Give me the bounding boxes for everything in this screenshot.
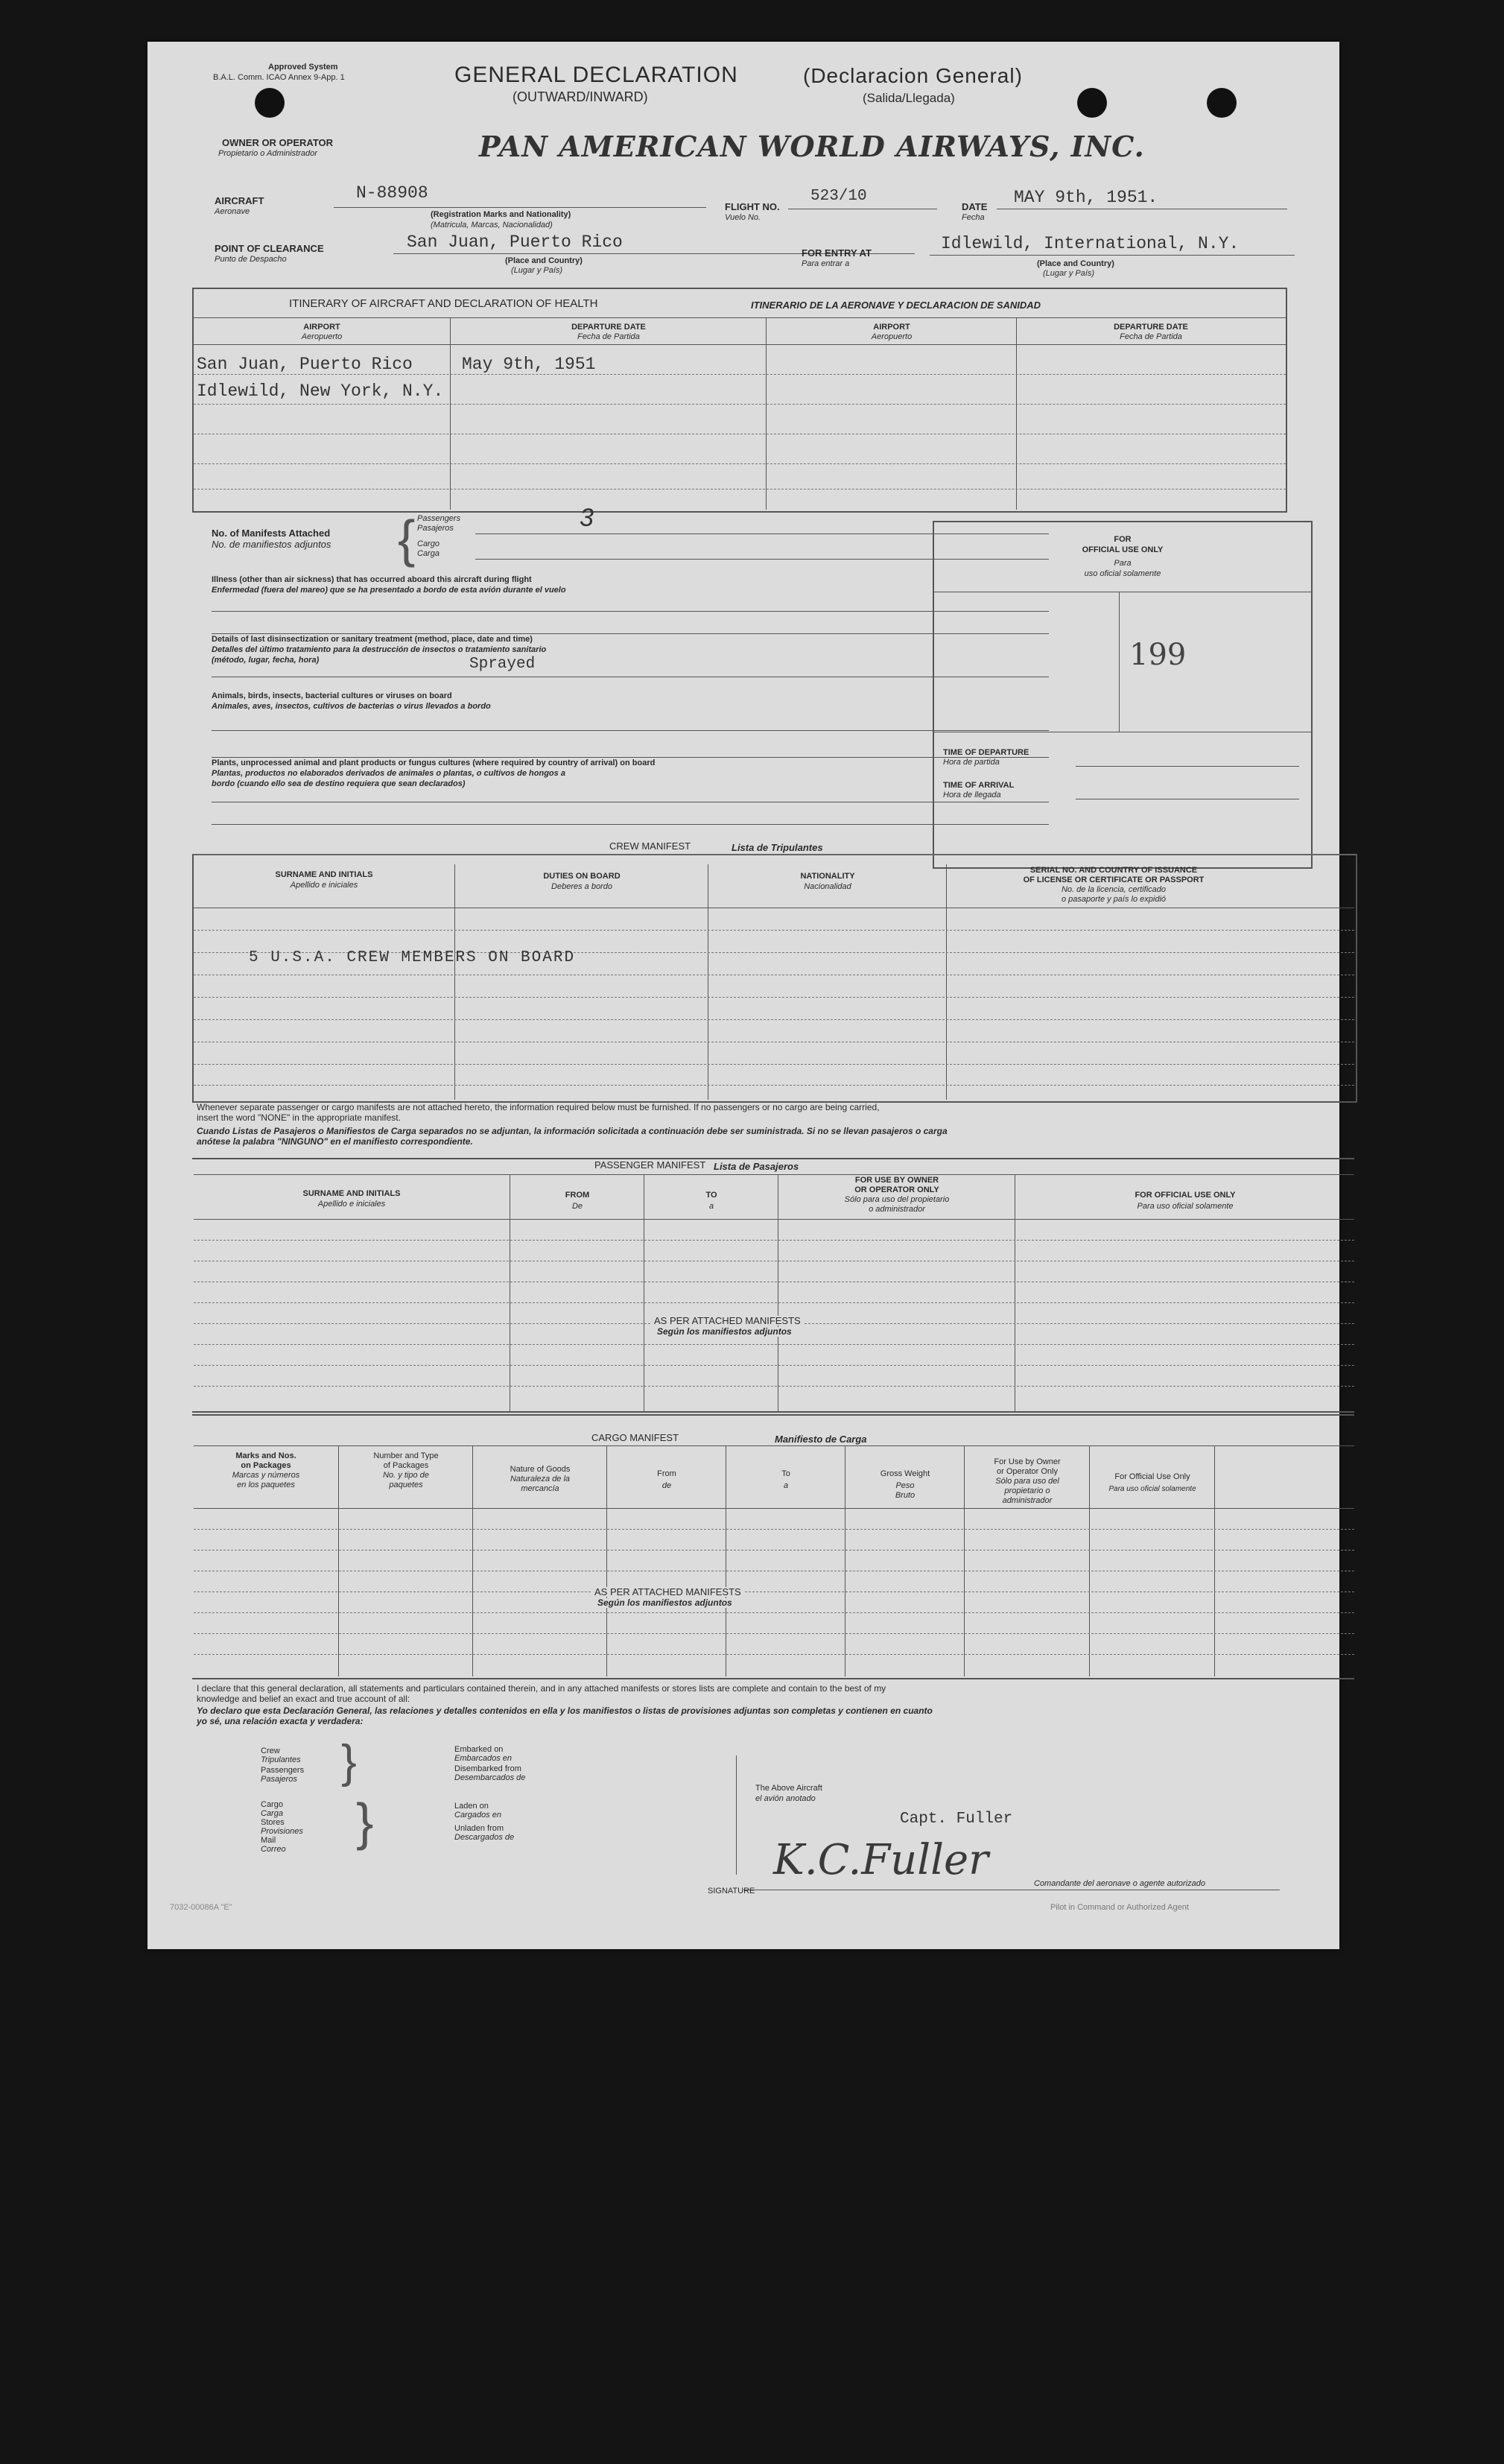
cargo-col-number-1: Number and Type	[373, 1451, 439, 1460]
pass-col-to-es: a	[708, 1202, 714, 1211]
cargo-heading: CARGO MANIFEST	[591, 1432, 679, 1443]
crew-col-serial-3: No. de la licencia, certificado	[1061, 885, 1166, 894]
flight-label-es: Vuelo No.	[725, 213, 761, 222]
official-heading-4: uso oficial solamente	[1084, 569, 1161, 578]
cargo-col-owner-3: Sólo para uso del	[995, 1477, 1059, 1486]
cargo-col-weight-es-1: Peso	[895, 1481, 915, 1490]
pass-col-official: FOR OFFICIAL USE ONLY	[1135, 1191, 1236, 1200]
decl-pass: Passengers	[261, 1766, 305, 1775]
crew-entry: 5 U.S.A. CREW MEMBERS ON BOARD	[249, 949, 576, 966]
cargo-col-nature-3: mercancía	[521, 1484, 559, 1493]
details-label: Details of last disinsectization or sanitary treatment (method, place, date and time)	[212, 635, 533, 644]
time-departure-label: TIME OF DEPARTURE	[943, 748, 1029, 757]
cargo-col-number-2: of Packages	[383, 1461, 429, 1470]
decl-crew-es: Tripulantes	[261, 1755, 301, 1764]
time-departure-label-es: Hora de partida	[943, 758, 1000, 767]
cargo-label-es: Carga	[417, 549, 440, 558]
decl-pass-es: Pasajeros	[261, 1775, 297, 1784]
decl-cargo-es: Carga	[261, 1809, 283, 1818]
col-departure-2: DEPARTURE DATE	[1114, 323, 1188, 332]
commander-label-es: Comandante del aeronave o agente autorizado	[1034, 1879, 1205, 1888]
punch-hole	[1207, 88, 1237, 118]
animals-label-es: Animales, aves, insectos, cultivos de bacterias o virus llevados a bordo	[212, 702, 491, 711]
official-heading-3: Para	[1114, 559, 1132, 568]
declaration-line-1: I declare that this general declaration, all statements and particulars contained therein, and in any attached manifests or stores lists are complete and contain to the best of my	[197, 1683, 886, 1694]
notice-line-1: Whenever separate passenger or cargo manifests are not attached hereto, the information required below must be furnished. If no passengers or no cargo are being carried,	[197, 1102, 880, 1112]
official-heading-2: OFFICIAL USE ONLY	[1082, 545, 1164, 554]
declaration-sheet: Approved System B.A.L. Comm. ICAO Annex 9-App. 1 GENERAL DECLARATION (Declaracion General) (OUTWARD/INWARD) (Salida/Llegada) OWNER OR OPERATOR Propietario o Administrador PAN AMERICAN WORLD AIRWAYS, INC. AIRCRAFT Aeronave N-88908 (Registration Marks and Nationality) (Matricula, Marcas, Nacionalidad) FLIGHT NO. Vuelo No. 523/10 DATE Fecha MAY 9th, 1951. POINT OF CLEARANCE Punto de Despacho San Juan, Puerto Rico (Place and Country) (Lugar y País) FOR ENTRY AT Para entrar a Idlewild, International, N.Y. (Place and Country) (Lugar y País) ITINERARY OF AIRCRAFT AND DECLARATION OF HEALTH ITINERARIO DE LA AERONAVE Y DECLARACION DE SANIDAD AIRPORT Aeropuerto DEPARTURE DATE Fecha de Partida AIRPORT Aeropuerto DEPARTURE DATE Fecha de Partida San Juan, Puerto Rico May 9th, 1951 Idlewild, New York, N.Y. No. of Manifests Attached No. de manifiestos adjuntos { Passengers Pasajeros Cargo Carga 3 Illness (other than air sickness) that has occurred aboard this aircraft during flight Enfermedad (fuera del mareo) que se ha presentado a bordo de esta avión durante el vuelo Details of last disinsectization or sanitary treatment (method, place, date and time) Detalles del último tratamiento para la destrucción de insectos o tratamiento sanitario (método, lugar, fecha, hora) Sprayed Animals, birds, insects, bacterial cultures or viruses on board Animales, aves, insectos, cultivos de bacterias o virus llevados a bordo Plants, unprocessed animal and plant products or fungus cultures (where required by country of arrival) on board Plantas, productos no elaborados derivados de animales o plantas, o cultivos de hongos a bordo (cuando ello sea de destino requiera que sean declarados) FOR OFFICIAL USE ONLY Para uso oficial solamente 199 TIME OF DEPARTURE Hora de partida TIME OF ARRIVAL Hora de llegada CREW MANIFEST Lista de Tripulantes SURNAME AND INITIALS Apellido e iniciales DUTIES ON BOARD Deberes a bordo NATIONALITY Nacionalidad SERIAL NO. AND COUNTRY OF ISSUANCE OF LICENSE OR CERTIFICATE OR PASSPORT No. de la licencia, certificado o pasaporte y país lo expidió 5 U.S.A. CREW MEMBERS ON BOARD Whenever separate passenger or cargo manifests are not attached hereto, the information required below must be furnished. If no passengers or no cargo are being carried, insert the word "NONE" in the appropriate manifest. Cuando Listas de Pasajeros o Manifiestos de Carga separados no se adjuntan, la información solicitada a continuación debe ser suministrada. Si no se llevan pasajeros o carga anótese la palabra "NINGUNO" en el manifiesto correspondiente. PASSENGER MANIFEST Lista de Pasajeros SURNAME AND INITIALS Apellido e iniciales FROM De TO a FOR USE BY OWNER OR OPERATOR ONLY Sólo para uso del propietario o administrador FOR OFFICIAL USE ONLY Para uso oficial solamente AS PER ATTACHED MANIFESTS Según los manifiestos adjuntos CARGO MANIFEST Manifiesto de Carga Marks and Nos. on Packages Marcas y números en los paquetes Number and Type of Packages No. y tipo de paquetes Nature of Goods Naturaleza de la mercancía From de To a Gross Weight Peso Bruto For Use by Owner or Operator Only Sólo para uso del propietario o administrador For Official Use Only Para uso oficial solamente AS PER ATTACHED MANIFESTS Según los manifiestos adjuntos I declare that this general declaration, all statements and particulars contained therein, and in any attached manifests or stores lists are complete and contain to the best of my knowledge and belief an exact and true account of all: Yo declaro que esta Declaración General, las relaciones y detalles contenidos en ella y los manifiestos o listas de provisiones adjuntas son completas y contienen en cuanto yo sé, una relación exacta y verdadera: Crew Tripulantes Passengers Pasajeros } Embarked on Embarcados en Disembarked from Desembarcados de Cargo Carga Stores Provisiones Mail Correo } Laden on Cargados en Unladen from Descargados de The Above Aircraft el avión anotado Capt. Fuller K.C.Fuller SIGNATURE Comandante del aeronave o agente autorizado Pilot in Command or Authorized Agent 7032-00086A "E"	[147, 42, 1339, 1949]
pass-col-to: TO	[705, 1191, 717, 1200]
owner-label-es: Propietario o Administrador	[218, 149, 317, 158]
clearance-value: San Juan, Puerto Rico	[407, 232, 623, 252]
decl-embarked: Embarked on	[454, 1745, 504, 1754]
cargo-col-owner-1: For Use by Owner	[994, 1457, 1061, 1466]
captain-name: Capt. Fuller	[900, 1811, 1013, 1828]
crew-heading-es: Lista de Tripulantes	[732, 842, 823, 853]
entry-place-note-es: (Lugar y País)	[1043, 269, 1095, 278]
manifests-label-es: No. de manifiestos adjuntos	[212, 539, 331, 550]
approved-line-2: B.A.L. Comm. ICAO Annex 9-App. 1	[213, 73, 345, 82]
decl-crew: Crew	[261, 1746, 280, 1755]
punch-hole	[1077, 88, 1107, 118]
crew-col-duties: DUTIES ON BOARD	[543, 872, 621, 881]
passenger-heading: PASSENGER MANIFEST	[594, 1159, 706, 1171]
illness-label: Illness (other than air sickness) that has occurred aboard this aircraft during flight	[212, 575, 532, 584]
crew-col-surname: SURNAME AND INITIALS	[275, 870, 373, 879]
aircraft-label: AIRCRAFT	[215, 195, 264, 206]
pass-col-owner-2: OR OPERATOR ONLY	[854, 1185, 939, 1194]
form-title-es: (Declaracion General)	[803, 64, 1023, 87]
form-title: GENERAL DECLARATION	[454, 63, 738, 87]
col-departure-2-es: Fecha de Partida	[1120, 332, 1182, 341]
notice-line-2: insert the word "NONE" in the appropriate manifest.	[197, 1112, 401, 1123]
col-departure: DEPARTURE DATE	[571, 323, 646, 332]
decl-unladen-es: Descargados de	[454, 1833, 515, 1842]
official-heading-1: FOR	[1114, 535, 1132, 544]
decl-laden-es: Cargados en	[454, 1811, 501, 1820]
pass-attached: AS PER ATTACHED MANIFESTS	[651, 1316, 804, 1326]
cargo-col-from: From	[657, 1469, 676, 1478]
pass-col-official-es: Para uso oficial solamente	[1137, 1202, 1234, 1211]
date-value: MAY 9th, 1951.	[1014, 188, 1158, 207]
decl-stores: Stores	[261, 1818, 285, 1827]
manifest-count: 3	[580, 504, 594, 532]
passengers-label: Passengers	[417, 514, 461, 523]
crew-heading: CREW MANIFEST	[609, 840, 691, 852]
entry-value: Idlewild, International, N.Y.	[941, 234, 1240, 253]
pass-col-from-es: De	[571, 1202, 583, 1211]
decl-above-aircraft: The Above Aircraft	[755, 1784, 822, 1793]
cargo-col-number-4: paquetes	[389, 1480, 423, 1489]
cargo-col-official: For Official Use Only	[1114, 1472, 1190, 1481]
plants-label-es: Plantas, productos no elaborados derivados de animales o plantas, o cultivos de hongos a	[212, 769, 565, 778]
cargo-col-marks-1: Marks and Nos.	[235, 1451, 296, 1460]
crew-col-duties-es: Deberes a bordo	[551, 882, 612, 891]
cargo-attached: AS PER ATTACHED MANIFESTS	[591, 1587, 744, 1597]
form-number: 7032-00086A "E"	[170, 1903, 232, 1912]
crew-col-nationality-es: Nacionalidad	[804, 882, 851, 891]
cargo-col-marks-3: Marcas y números	[232, 1471, 300, 1480]
decl-above-aircraft-es: el avión anotado	[755, 1794, 816, 1803]
details-label-es-2: (método, lugar, fecha, hora)	[212, 656, 320, 665]
signature-label: SIGNATURE	[708, 1887, 755, 1895]
animals-label: Animals, birds, insects, bacterial cultures or viruses on board	[212, 691, 452, 700]
aircraft-value: N-88908	[356, 183, 428, 203]
aircraft-note: (Registration Marks and Nationality)	[431, 210, 571, 219]
itinerary-heading: ITINERARY OF AIRCRAFT AND DECLARATION OF HEALTH	[289, 297, 598, 310]
entry-label-es: Para entrar a	[802, 259, 850, 268]
time-arrival-label-es: Hora de llegada	[943, 791, 1001, 799]
official-stamp-number: 199	[1129, 638, 1187, 672]
decl-laden: Laden on	[454, 1802, 489, 1811]
owner-label: OWNER OR OPERATOR	[222, 137, 334, 148]
cargo-label: Cargo	[417, 539, 440, 548]
decl-embarked-es: Embarcados en	[454, 1754, 513, 1763]
date-label-es: Fecha	[962, 213, 985, 222]
cargo-attached-es: Según los manifiestos adjuntos	[594, 1598, 735, 1608]
cargo-col-marks-2: on Packages	[241, 1461, 291, 1470]
illness-label-es: Enfermedad (fuera del mareo) que se ha presentado a bordo de esta avión durante el vuelo	[212, 586, 566, 595]
declaration-line-3: Yo declaro que esta Declaración General, las relaciones y detalles contenidos en ella y los manifiestos o listas de provisiones adjuntas son completas y contienen en cuanto	[197, 1706, 933, 1716]
cargo-heading-es: Manifiesto de Carga	[775, 1434, 867, 1445]
cargo-col-to: To	[781, 1469, 790, 1478]
crew-col-nationality: NATIONALITY	[800, 872, 855, 881]
col-airport-2: AIRPORT	[873, 323, 910, 332]
cargo-col-marks-4: en los paquetes	[237, 1480, 295, 1489]
passengers-label-es: Pasajeros	[417, 524, 454, 533]
place-note: (Place and Country)	[505, 256, 583, 265]
details-label-es: Detalles del último tratamiento para la destrucción de insectos o tratamiento sanitario	[212, 645, 547, 654]
crew-col-surname-es: Apellido e iniciales	[290, 881, 358, 890]
itinerary-heading-es: ITINERARIO DE LA AERONAVE Y DECLARACION DE SANIDAD	[751, 300, 1041, 311]
cargo-col-owner-2: or Operator Only	[997, 1467, 1058, 1476]
crew-col-serial-1: SERIAL NO. AND COUNTRY OF ISSUANCE	[1029, 866, 1198, 875]
itinerary-date-1: May 9th, 1951	[462, 355, 596, 374]
decl-disembarked: Disembarked from	[454, 1764, 521, 1773]
itinerary-airport-1: San Juan, Puerto Rico	[197, 355, 413, 374]
decl-mail-es: Correo	[261, 1845, 286, 1854]
entry-label: FOR ENTRY AT	[802, 247, 872, 259]
notice-line-4: anótese la palabra "NINGUNO" en el manifiesto correspondiente.	[197, 1136, 473, 1147]
entry-place-note: (Place and Country)	[1037, 259, 1114, 268]
details-value: Sprayed	[469, 656, 536, 673]
cargo-col-nature-1: Nature of Goods	[510, 1465, 571, 1474]
declaration-line-2: knowledge and belief an exact and true account of all:	[197, 1694, 410, 1704]
pass-attached-es: Según los manifiestos adjuntos	[654, 1327, 795, 1337]
flight-value: 523/10	[810, 188, 867, 205]
cargo-col-to-es: a	[783, 1481, 789, 1490]
decl-unladen: Unladen from	[454, 1824, 504, 1833]
decl-stores-es: Provisiones	[261, 1827, 303, 1836]
pass-col-owner-3: Sólo para uso del propietario	[844, 1195, 950, 1204]
plants-label: Plants, unprocessed animal and plant products or fungus cultures (where required by country of arrival) on board	[212, 758, 656, 767]
cargo-col-weight: Gross Weight	[880, 1469, 930, 1478]
pass-col-owner-4: o administrador	[869, 1205, 925, 1214]
approved-line-1: Approved System	[268, 63, 338, 72]
pass-col-surname-es: Apellido e iniciales	[317, 1200, 386, 1209]
captain-signature: K.C.Fuller	[773, 1836, 989, 1884]
clearance-label: POINT OF CLEARANCE	[215, 243, 324, 254]
col-airport-2-es: Aeropuerto	[871, 332, 913, 341]
decl-cargo: Cargo	[261, 1800, 283, 1809]
col-departure-es: Fecha de Partida	[577, 332, 640, 341]
cargo-col-owner-5: administrador	[1002, 1496, 1053, 1505]
cargo-col-official-es: Para uso oficial solamente	[1108, 1485, 1196, 1493]
pass-col-owner-1: FOR USE BY OWNER	[854, 1176, 939, 1185]
cargo-col-from-es: de	[661, 1481, 672, 1490]
pass-col-from: FROM	[565, 1191, 590, 1200]
declaration-line-4: yo sé, una relación exacta y verdadera:	[197, 1716, 364, 1726]
passenger-heading-es: Lista de Pasajeros	[714, 1161, 799, 1172]
commander-label: Pilot in Command or Authorized Agent	[1050, 1903, 1189, 1912]
manifests-label: No. of Manifests Attached	[212, 528, 331, 539]
clearance-label-es: Punto de Despacho	[215, 255, 287, 264]
crew-col-serial-2: OF LICENSE OR CERTIFICATE OR PASSPORT	[1023, 875, 1205, 884]
form-subtitle: (OUTWARD/INWARD)	[513, 89, 648, 104]
date-label: DATE	[962, 201, 988, 212]
crew-col-serial-4: o pasaporte y país lo expidió	[1061, 895, 1167, 904]
cargo-col-number-3: No. y tipo de	[383, 1471, 429, 1480]
plants-label-es-2: bordo (cuando ello sea de destino requiera que sean declarados)	[212, 779, 466, 788]
punch-hole	[255, 88, 285, 118]
itinerary-airport-2: Idlewild, New York, N.Y.	[197, 381, 444, 401]
time-arrival-label: TIME OF ARRIVAL	[943, 781, 1015, 790]
decl-mail: Mail	[261, 1836, 276, 1845]
form-subtitle-es: (Salida/Llegada)	[863, 91, 955, 105]
place-note-es: (Lugar y País)	[511, 266, 563, 275]
decl-disembarked-es: Desembarcados de	[454, 1773, 526, 1782]
cargo-col-owner-4: propietario o	[1004, 1486, 1050, 1495]
owner-value: PAN AMERICAN WORLD AIRWAYS, INC.	[479, 130, 1145, 163]
cargo-col-weight-es-2: Bruto	[895, 1491, 916, 1500]
notice-line-3: Cuando Listas de Pasajeros o Manifiestos de Carga separados no se adjuntan, la información solicitada a continuación debe ser suministrada. Si no se llevan pasajeros o carga	[197, 1126, 948, 1136]
aircraft-note-es: (Matricula, Marcas, Nacionalidad)	[431, 221, 553, 229]
cargo-col-nature-2: Naturaleza de la	[510, 1475, 571, 1483]
col-airport-es: Aeropuerto	[301, 332, 343, 341]
aircraft-label-es: Aeronave	[215, 207, 250, 216]
col-airport: AIRPORT	[303, 323, 340, 332]
flight-label: FLIGHT NO.	[725, 201, 780, 212]
pass-col-surname: SURNAME AND INITIALS	[302, 1189, 401, 1198]
